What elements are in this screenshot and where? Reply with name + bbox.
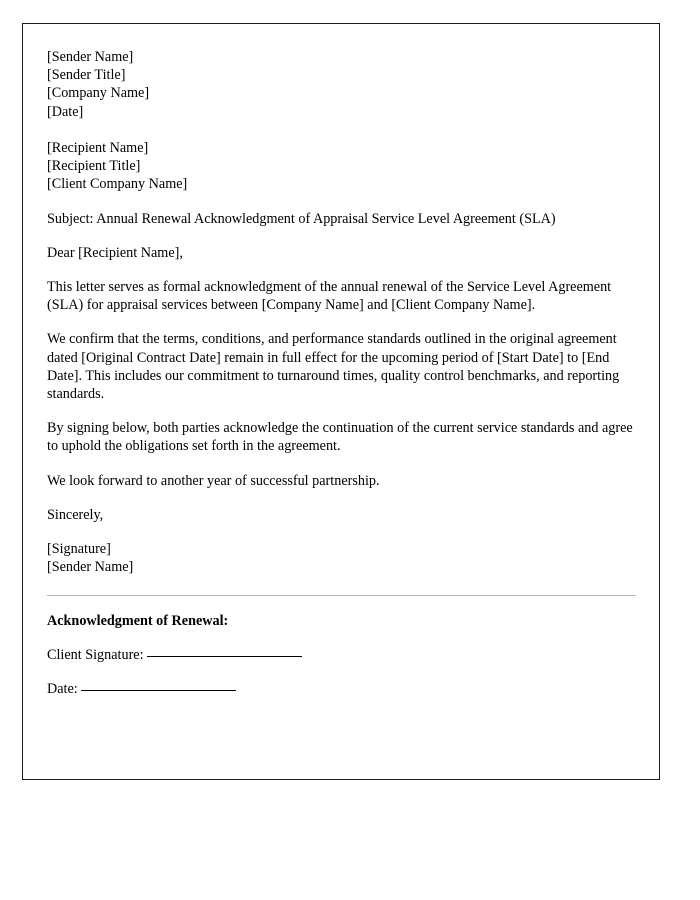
spacer-before-divider [47,576,636,594]
sender-company: [Company Name] [47,85,150,102]
salutation: Dear [Recipient Name], [47,244,183,261]
recipient-block [47,139,636,194]
spacer-before-para-1 [47,262,636,278]
spacer-before-signature [47,524,636,540]
spacer-before-para-3 [47,403,636,419]
subject-line: Subject: Annual Renewal Acknowledgment of Appraisal Service Level Agreement (SLA) [47,210,556,227]
letter-body [47,48,636,698]
spacer-after-sender [47,121,636,139]
acknowledgment-heading: Acknowledgment of Renewal: [47,612,229,629]
spacer-before-closing [47,490,636,506]
document-page [22,23,660,780]
spacer-before-salutation [47,228,636,244]
spacer-before-para-4 [47,456,636,472]
client-date-label: Date: [47,681,82,698]
sender-title: [Sender Title] [47,67,126,84]
sender-block [47,48,636,121]
client-signature-line[interactable] [147,656,302,657]
signature-block [47,540,636,576]
recipient-company: [Client Company Name] [47,176,188,193]
spacer-before-para-2 [47,314,636,330]
client-signature-label: Client Signature: [47,646,148,663]
spacer-before-subject [47,194,636,210]
signature-placeholder: [Signature] [47,541,111,558]
client-signature-row [47,646,636,664]
letter-date: [Date] [47,103,84,120]
sender-name: [Sender Name] [47,49,134,65]
body-paragraph-1: This letter serves as formal acknowledgment of the annual renewal of the Service Level Agreement (SLA) for appraisal services between [Company Name] and [Client Company Name]. [47,279,612,314]
recipient-title: [Recipient Title] [47,158,141,175]
spacer-before-date [47,664,636,680]
closing-line: Sincerely, [47,506,104,523]
signature-sender-name: [Sender Name] [47,559,134,576]
client-date-row [47,680,636,698]
body-paragraph-3: By signing below, both parties acknowledge the continuation of the current service standards and agree to uphold the obligations set forth in the agreement. [47,420,633,455]
body-paragraph-4: We look forward to another year of successful partnership. [47,472,380,489]
recipient-name: [Recipient Name] [47,140,149,156]
spacer-after-divider [47,596,636,612]
body-paragraph-2: We confirm that the terms, conditions, and performance standards outlined in the original agreement dated [Original Contract Date] remain in full effect for the upcoming period of [Start Date] to [End Date]. This includes our commitment to turnaround times, quality control benchmarks, and reporting standards. [47,331,620,403]
spacer-before-client-signature [47,630,636,646]
client-date-line[interactable] [81,690,236,691]
